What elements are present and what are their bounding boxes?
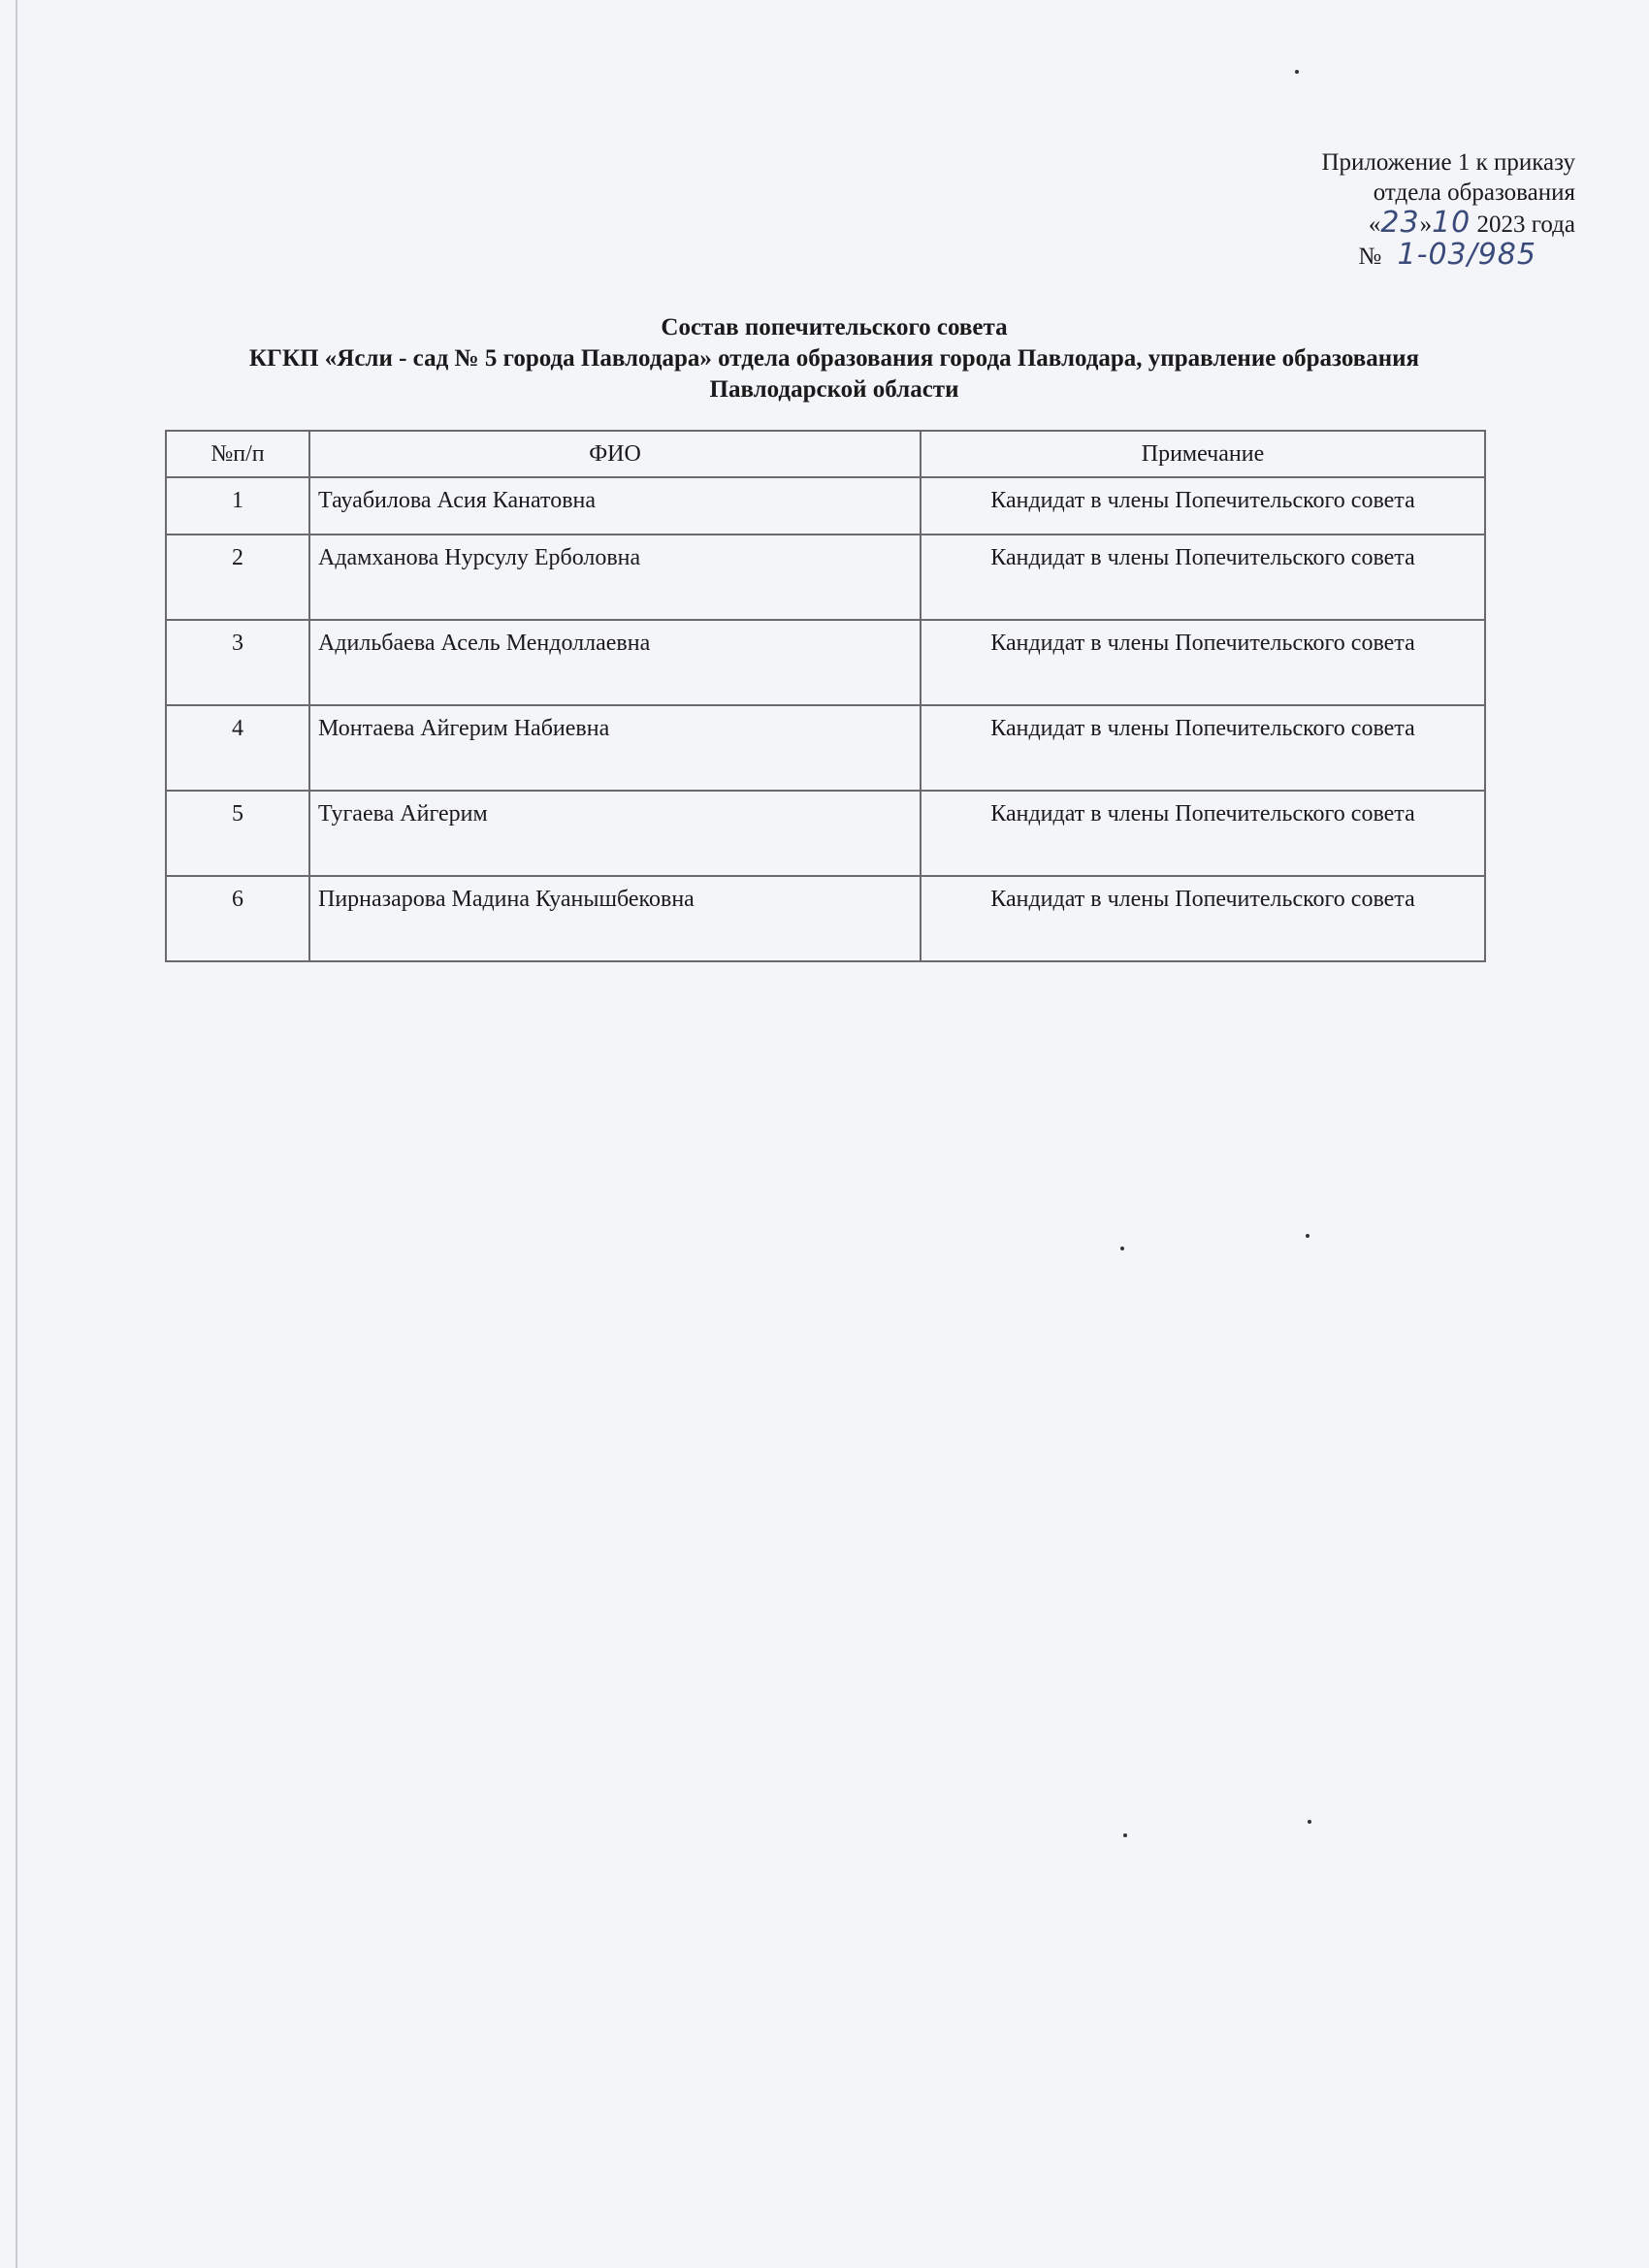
scan-page-edge bbox=[16, 0, 17, 2268]
member-name: Адильбаева Асель Мендоллаевна bbox=[309, 620, 921, 705]
handwritten-month: 10 bbox=[1432, 206, 1471, 240]
header-name: ФИО bbox=[309, 431, 921, 477]
appendix-line2: отдела образования bbox=[1373, 179, 1575, 206]
handwritten-day: 23 bbox=[1380, 206, 1420, 240]
scan-speck bbox=[1295, 70, 1299, 74]
scan-speck bbox=[1123, 1833, 1127, 1837]
scan-speck bbox=[1306, 1234, 1310, 1238]
member-name: Адамханова Нурсулу Ерболовна bbox=[309, 535, 921, 620]
row-number: 6 bbox=[166, 876, 309, 961]
scan-speck bbox=[1120, 1247, 1124, 1250]
member-name: Монтаева Айгерим Набиевна bbox=[309, 705, 921, 791]
document-title bbox=[146, 312, 1523, 405]
member-name: Тауабилова Асия Канатовна bbox=[309, 477, 921, 535]
row-number: 2 bbox=[166, 535, 309, 620]
member-name: Тугаева Айгерим bbox=[309, 791, 921, 876]
member-note: Кандидат в члены Попечительского совета bbox=[921, 477, 1485, 535]
table-row bbox=[166, 791, 1485, 876]
appendix-number bbox=[1321, 240, 1536, 272]
member-name: Пирназарова Мадина Куанышбековна bbox=[309, 876, 921, 961]
appendix-line1: Приложение 1 к приказу bbox=[1321, 149, 1575, 176]
date-quote-close: » bbox=[1419, 211, 1433, 238]
header-note: Примечание bbox=[921, 431, 1485, 477]
table-row bbox=[166, 477, 1485, 535]
header-number: №п/п bbox=[166, 431, 309, 477]
member-note: Кандидат в члены Попечительского совета bbox=[921, 620, 1485, 705]
member-note: Кандидат в члены Попечительского совета bbox=[921, 535, 1485, 620]
title-line1: Состав попечительского совета bbox=[661, 314, 1008, 340]
row-number: 3 bbox=[166, 620, 309, 705]
table-row bbox=[166, 620, 1485, 705]
table-row bbox=[166, 535, 1485, 620]
date-quote-open: « bbox=[1368, 211, 1381, 238]
table-row bbox=[166, 876, 1485, 961]
row-number: 4 bbox=[166, 705, 309, 791]
title-line2: КГКП «Ясли - сад № 5 города Павлодара» отдела образования города Павлодара, управление образования bbox=[248, 345, 1420, 372]
title-line3: Павлодарской области bbox=[709, 376, 959, 403]
member-note: Кандидат в члены Попечительского совета bbox=[921, 876, 1485, 961]
row-number: 1 bbox=[166, 477, 309, 535]
table-header-row bbox=[166, 431, 1485, 477]
member-note: Кандидат в члены Попечительского совета bbox=[921, 791, 1485, 876]
table-row bbox=[166, 705, 1485, 791]
appendix-block bbox=[1321, 147, 1575, 272]
row-number: 5 bbox=[166, 791, 309, 876]
date-year: 2023 года bbox=[1476, 211, 1575, 238]
scan-speck bbox=[1308, 1820, 1311, 1824]
appendix-date bbox=[1321, 208, 1575, 240]
member-note: Кандидат в члены Попечительского совета bbox=[921, 705, 1485, 791]
number-label: № bbox=[1358, 243, 1382, 270]
council-members-table bbox=[165, 430, 1486, 962]
handwritten-number: 1-03/985 bbox=[1397, 238, 1536, 272]
